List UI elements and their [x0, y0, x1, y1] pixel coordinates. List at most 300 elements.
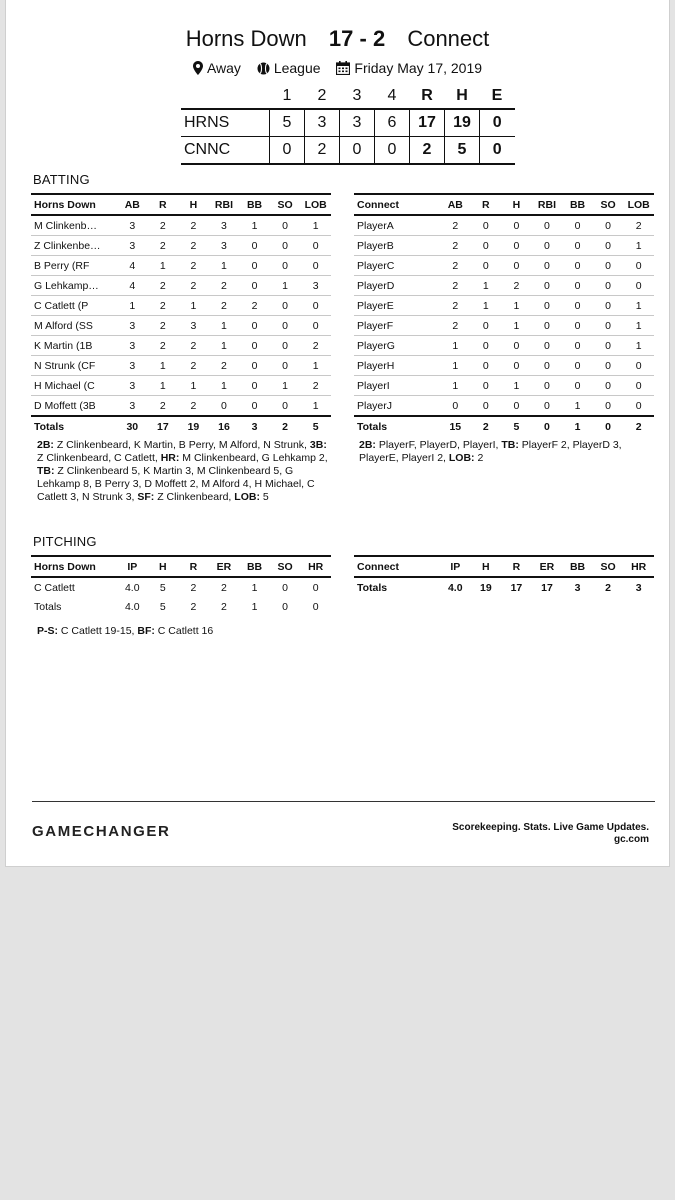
player-name: N Strunk (CF	[31, 356, 117, 376]
total-cell: 3	[239, 416, 270, 437]
total-cell: 4.0	[440, 577, 471, 598]
stat-column-header: H	[148, 556, 179, 577]
home-team-name: Connect	[407, 26, 490, 51]
player-row	[354, 276, 654, 296]
stat-cell: 1	[239, 215, 270, 236]
stat-cell: 2	[221, 581, 227, 594]
stat-cell: 0	[623, 256, 654, 276]
stat-column-header: BB	[562, 194, 593, 215]
stat-cell: 3	[117, 396, 148, 417]
stat-cell: 2	[623, 215, 654, 236]
box-score-sheet	[5, 0, 670, 867]
total-cell: 2	[190, 601, 197, 613]
stat-column-header: ER	[209, 556, 240, 577]
stat-column-header: AB	[117, 194, 148, 215]
stat-cell: 0	[270, 356, 301, 376]
inning-runs: 0	[340, 137, 375, 165]
player-row	[31, 236, 331, 256]
stat-cell: 0	[501, 396, 532, 417]
stat-column-header: H	[501, 194, 532, 215]
stat-cell: 0	[532, 376, 563, 396]
note-label: P-S:	[37, 625, 58, 637]
stat-cell: 2	[178, 236, 209, 256]
note-text: Z Clinkenbeard,	[154, 491, 235, 503]
note-label: TB:	[37, 465, 55, 477]
note-text: 5	[259, 491, 269, 503]
stat-cell: 1	[209, 376, 240, 396]
stat-column-header: SO	[593, 194, 624, 215]
team-name-header: Connect	[354, 556, 440, 577]
stat-cell: 1	[300, 396, 331, 417]
note-label: BF:	[137, 625, 155, 637]
stat-cell: 2	[300, 336, 331, 356]
totals-row	[31, 597, 331, 617]
stat-cell: 2	[440, 236, 471, 256]
inning-header: 2	[317, 87, 327, 104]
stat-cell: 0	[593, 396, 624, 417]
stat-cell: 2	[190, 581, 197, 594]
player-name: M Clinkenb…	[31, 215, 117, 236]
stat-cell: 0	[532, 276, 563, 296]
stat-cell: 5	[159, 581, 166, 594]
inning-runs: 0	[270, 137, 305, 165]
player-name: B Perry (RF	[31, 256, 117, 276]
stat-cell: 0	[270, 336, 301, 356]
player-name: C Catlett	[34, 581, 75, 594]
linescore-team-header	[181, 84, 270, 109]
stat-cell: 2	[178, 276, 209, 296]
totals-row	[354, 577, 654, 598]
stat-cell: 2	[148, 236, 179, 256]
player-name: D Moffett (3B	[31, 396, 117, 417]
stat-cell: 1	[501, 376, 532, 396]
note-label: 2B:	[37, 439, 54, 451]
stat-cell: 0	[501, 236, 532, 256]
stat-cell: 0	[562, 215, 593, 236]
total-cell: 3	[623, 577, 654, 598]
stat-cell: 0	[562, 336, 593, 356]
total-cell: 0	[593, 416, 624, 437]
footer-tagline	[452, 822, 649, 846]
stat-column-header: R	[501, 556, 532, 577]
stat-column-header: SO	[270, 194, 301, 215]
total-cell: 0	[282, 601, 289, 613]
total-cell: 19	[178, 416, 209, 437]
linescore-team: HRNS	[181, 109, 270, 137]
stat-cell: 2	[178, 396, 209, 417]
inning-runs: 0	[375, 137, 410, 165]
player-name: C Catlett (P	[31, 296, 117, 316]
player-row	[354, 236, 654, 256]
stat-cell: 0	[209, 396, 240, 417]
total-errors: 0	[480, 109, 515, 137]
total-cell: 5	[300, 416, 331, 437]
note-label: 2B:	[359, 439, 376, 451]
stat-cell: 3	[300, 276, 331, 296]
stat-cell: 3	[117, 356, 148, 376]
player-name: G Lehkamp…	[31, 276, 117, 296]
total-cell: 4.0	[124, 601, 140, 613]
stat-cell: 4	[117, 276, 148, 296]
stat-column-header: BB	[239, 556, 270, 577]
player-row	[31, 356, 331, 376]
stat-cell: 1	[562, 396, 593, 417]
stat-cell: 0	[300, 236, 331, 256]
player-name: M Alford (SS	[31, 316, 117, 336]
linescore-table	[181, 84, 515, 165]
stat-cell: 1	[209, 336, 240, 356]
stat-cell: 0	[593, 356, 624, 376]
stat-cell: 0	[471, 356, 502, 376]
stat-column-header: ER	[532, 556, 563, 577]
stat-cell: 1	[300, 356, 331, 376]
team-name-header: Horns Down	[31, 194, 117, 215]
stat-cell: 0	[532, 296, 563, 316]
away-batting-notes	[37, 439, 329, 504]
totals-label: Totals	[31, 416, 117, 437]
stat-cell: 2	[209, 296, 240, 316]
stat-cell: 0	[532, 396, 563, 417]
tagline-text: Scorekeeping. Stats. Live Game Updates.	[452, 822, 649, 833]
team-name-header: Connect	[354, 194, 440, 215]
inning-runs: 6	[375, 109, 410, 137]
stat-cell: 2	[148, 296, 179, 316]
player-row	[31, 296, 331, 316]
stat-cell: 1	[178, 296, 209, 316]
stat-cell: 0	[593, 276, 624, 296]
player-name: H Michael (C	[31, 376, 117, 396]
errors-header: E	[491, 87, 503, 104]
stat-cell: 1	[148, 256, 179, 276]
player-name: Z Clinkenbe…	[31, 236, 117, 256]
batting-section-title: BATTING	[33, 172, 90, 187]
stat-cell: 0	[593, 296, 624, 316]
stat-cell: 0	[623, 396, 654, 417]
stat-cell: 2	[501, 276, 532, 296]
stat-cell: 0	[471, 376, 502, 396]
stat-cell: 1	[440, 356, 471, 376]
site-url: gc.com	[613, 834, 649, 845]
player-row	[354, 296, 654, 316]
totals-label: Totals	[34, 601, 62, 613]
score-separator: -	[359, 26, 367, 51]
away-batting-table	[31, 193, 331, 437]
away-score: 17	[328, 26, 354, 51]
linescore-row	[181, 137, 515, 165]
stat-cell: 0	[282, 581, 289, 594]
totals-label: Totals	[354, 577, 440, 598]
stat-cell: 0	[562, 316, 593, 336]
stat-column-header: H	[471, 556, 502, 577]
stat-cell: 0	[239, 336, 270, 356]
stat-cell: 0	[270, 316, 301, 336]
stat-cell: 4	[117, 256, 148, 276]
player-row	[354, 215, 654, 236]
stat-cell: 1	[501, 296, 532, 316]
total-cell: 2	[270, 416, 301, 437]
total-cell: 1	[251, 601, 258, 613]
stat-cell: 0	[501, 356, 532, 376]
player-row	[31, 336, 331, 356]
stat-cell: 2	[148, 316, 179, 336]
inning-header: 1	[282, 87, 292, 104]
total-runs: 2	[410, 137, 445, 165]
stat-cell: 2	[178, 215, 209, 236]
total-cell: 17	[501, 577, 532, 598]
note-text: Z Clinkenbeard 5, K Martin 3, M Clinkenbeard 5, G Lehkamp 8, B Perry 3, D Moffett 2, M Alford 4, H Michael, C Catlett 3, N Strunk 3,	[37, 465, 315, 503]
stat-column-header: HR	[300, 556, 331, 577]
stat-cell: 2	[440, 256, 471, 276]
inning-runs: 3	[305, 109, 340, 137]
stat-cell: 0	[532, 336, 563, 356]
hits-header: H	[456, 87, 468, 104]
player-name: PlayerC	[354, 256, 440, 276]
player-row	[31, 577, 331, 597]
stat-cell: 0	[300, 316, 331, 336]
stat-cell: 0	[623, 376, 654, 396]
map-pin-icon	[193, 61, 203, 75]
stat-cell: 0	[532, 256, 563, 276]
stat-cell: 1	[148, 376, 179, 396]
table-header-row	[354, 194, 654, 215]
stat-cell: 1	[209, 316, 240, 336]
player-name: PlayerF	[354, 316, 440, 336]
stat-cell: 0	[501, 215, 532, 236]
stat-cell: 0	[501, 336, 532, 356]
note-text: Z Clinkenbeard, K Martin, B Perry, M Alford, N Strunk,	[53, 439, 310, 451]
total-errors: 0	[480, 137, 515, 165]
stat-cell: 0	[593, 256, 624, 276]
stat-cell: 0	[239, 396, 270, 417]
stat-cell: 2	[440, 276, 471, 296]
player-row	[31, 215, 331, 236]
home-batting-notes	[359, 439, 651, 465]
game-score-header	[6, 26, 669, 52]
note-label: HR:	[160, 452, 180, 464]
player-name: PlayerI	[354, 376, 440, 396]
game-meta	[6, 60, 669, 76]
stat-cell: 0	[562, 256, 593, 276]
player-name: PlayerG	[354, 336, 440, 356]
stat-cell: 2	[440, 296, 471, 316]
stat-column-header: RBI	[532, 194, 563, 215]
away-pitching-table	[31, 555, 331, 617]
player-row	[31, 396, 331, 417]
final-score	[329, 26, 385, 51]
stat-cell: 3	[117, 215, 148, 236]
stat-cell: 2	[148, 215, 179, 236]
stat-cell: 0	[270, 256, 301, 276]
stat-cell: 2	[178, 256, 209, 276]
game-type-meta	[257, 60, 325, 76]
total-runs: 17	[410, 109, 445, 137]
player-name: PlayerH	[354, 356, 440, 376]
stat-cell: 1	[440, 376, 471, 396]
stat-cell: 1	[623, 336, 654, 356]
stat-column-header: RBI	[209, 194, 240, 215]
stat-cell: 1	[117, 296, 148, 316]
stat-cell: 0	[562, 236, 593, 256]
total-cell: 5	[159, 601, 166, 613]
inning-runs: 2	[305, 137, 340, 165]
stat-cell: 1	[623, 236, 654, 256]
stat-column-header: LOB	[300, 194, 331, 215]
stat-cell: 0	[471, 316, 502, 336]
home-batting-table	[354, 193, 654, 437]
stat-cell: 1	[471, 296, 502, 316]
stat-cell: 0	[562, 376, 593, 396]
player-row	[354, 396, 654, 417]
total-cell: 2	[221, 601, 227, 613]
note-label: TB:	[501, 439, 519, 451]
stat-cell: 0	[471, 336, 502, 356]
player-name: PlayerE	[354, 296, 440, 316]
player-name: PlayerD	[354, 276, 440, 296]
total-cell: 2	[623, 416, 654, 437]
stat-cell: 0	[471, 396, 502, 417]
stat-cell: 2	[440, 316, 471, 336]
stat-cell: 0	[593, 215, 624, 236]
stat-cell: 0	[593, 316, 624, 336]
stat-cell: 0	[562, 356, 593, 376]
stat-cell: 1	[471, 276, 502, 296]
stat-cell: 2	[209, 356, 240, 376]
stat-cell: 3	[209, 215, 240, 236]
stat-column-header: HR	[623, 556, 654, 577]
total-cell: 15	[440, 416, 471, 437]
stat-cell: 0	[532, 356, 563, 376]
stat-cell: 2	[300, 376, 331, 396]
total-hits: 19	[445, 109, 480, 137]
note-text: C Catlett 19-15,	[58, 625, 138, 637]
stat-cell: 1	[623, 316, 654, 336]
player-row	[31, 256, 331, 276]
stat-cell: 0	[593, 336, 624, 356]
stat-cell: 0	[300, 256, 331, 276]
stat-cell: 1	[148, 356, 179, 376]
stat-cell: 0	[501, 256, 532, 276]
stat-column-header: IP	[117, 556, 148, 577]
total-cell: 0	[532, 416, 563, 437]
total-cell: 16	[209, 416, 240, 437]
stat-cell: 1	[623, 296, 654, 316]
location-meta	[193, 60, 245, 76]
stat-cell: 0	[471, 256, 502, 276]
stat-cell: 0	[300, 296, 331, 316]
stat-cell: 0	[471, 215, 502, 236]
stat-cell: 3	[117, 336, 148, 356]
total-cell: 2	[593, 577, 624, 598]
stat-column-header: LOB	[623, 194, 654, 215]
totals-row	[354, 416, 654, 437]
note-text: PlayerF 2, PlayerD 3, PlayerE, PlayerI 2,	[359, 439, 622, 464]
stat-cell: 1	[440, 336, 471, 356]
totals-label: Totals	[354, 416, 440, 437]
player-name: K Martin (1B	[31, 336, 117, 356]
runs-header: R	[421, 87, 433, 104]
note-label: SF:	[137, 491, 155, 503]
stat-column-header: R	[178, 556, 209, 577]
note-text: PlayerF, PlayerD, PlayerI,	[375, 439, 502, 451]
stat-cell: 2	[239, 296, 270, 316]
stat-column-header: SO	[270, 556, 301, 577]
stat-cell: 0	[239, 356, 270, 376]
stat-cell: 0	[623, 276, 654, 296]
away-team-name: Horns Down	[185, 26, 307, 51]
stat-cell: 2	[148, 336, 179, 356]
stat-cell: 2	[148, 276, 179, 296]
stat-cell: 2	[178, 336, 209, 356]
stat-cell: 2	[440, 215, 471, 236]
stat-cell: 1	[270, 376, 301, 396]
stat-cell: 3	[209, 236, 240, 256]
baseball-icon	[257, 62, 270, 75]
stat-cell: 1	[251, 581, 258, 594]
note-text: 2	[474, 452, 484, 464]
stat-cell: 1	[178, 376, 209, 396]
stat-column-header: BB	[562, 556, 593, 577]
table-header-row	[31, 194, 331, 215]
linescore-row	[181, 109, 515, 137]
stat-cell: 0	[270, 296, 301, 316]
player-row	[354, 356, 654, 376]
stat-cell: 3	[117, 376, 148, 396]
total-cell: 17	[148, 416, 179, 437]
total-cell: 1	[562, 416, 593, 437]
footer-divider	[32, 801, 655, 802]
note-label: 3B:	[309, 439, 327, 451]
total-cell: 30	[117, 416, 148, 437]
player-row	[354, 376, 654, 396]
note-label: LOB:	[448, 452, 475, 464]
note-text: M Clinkenbeard, G Lehkamp 2,	[179, 452, 328, 464]
table-header-row	[354, 556, 654, 577]
stat-cell: 0	[471, 236, 502, 256]
stat-cell: 2	[148, 396, 179, 417]
linescore-header	[181, 84, 515, 109]
stat-cell: 2	[178, 356, 209, 376]
stat-cell: 1	[209, 256, 240, 276]
totals-row	[31, 416, 331, 437]
stat-cell: 0	[623, 356, 654, 376]
stat-column-header: AB	[440, 194, 471, 215]
stat-cell: 0	[312, 581, 319, 594]
stat-column-header: R	[471, 194, 502, 215]
total-cell: 3	[562, 577, 593, 598]
note-label: LOB:	[234, 491, 260, 503]
stat-cell: 0	[270, 236, 301, 256]
total-cell: 19	[471, 577, 502, 598]
stat-cell: 0	[532, 316, 563, 336]
home-score: 2	[372, 26, 386, 51]
home-pitching-table	[354, 555, 654, 598]
total-cell: 5	[501, 416, 532, 437]
stat-cell: 0	[562, 296, 593, 316]
pitching-section-title: PITCHING	[33, 534, 97, 549]
stat-column-header: R	[148, 194, 179, 215]
stat-column-header: IP	[440, 556, 471, 577]
stat-cell: 1	[270, 276, 301, 296]
date-meta	[336, 60, 482, 76]
stat-cell: 1	[501, 316, 532, 336]
total-hits: 5	[445, 137, 480, 165]
stat-column-header: BB	[239, 194, 270, 215]
total-cell: 0	[312, 601, 319, 613]
location-label: Away	[206, 60, 241, 76]
player-name: PlayerA	[354, 215, 440, 236]
stat-cell: 0	[270, 396, 301, 417]
calendar-icon	[336, 61, 350, 75]
